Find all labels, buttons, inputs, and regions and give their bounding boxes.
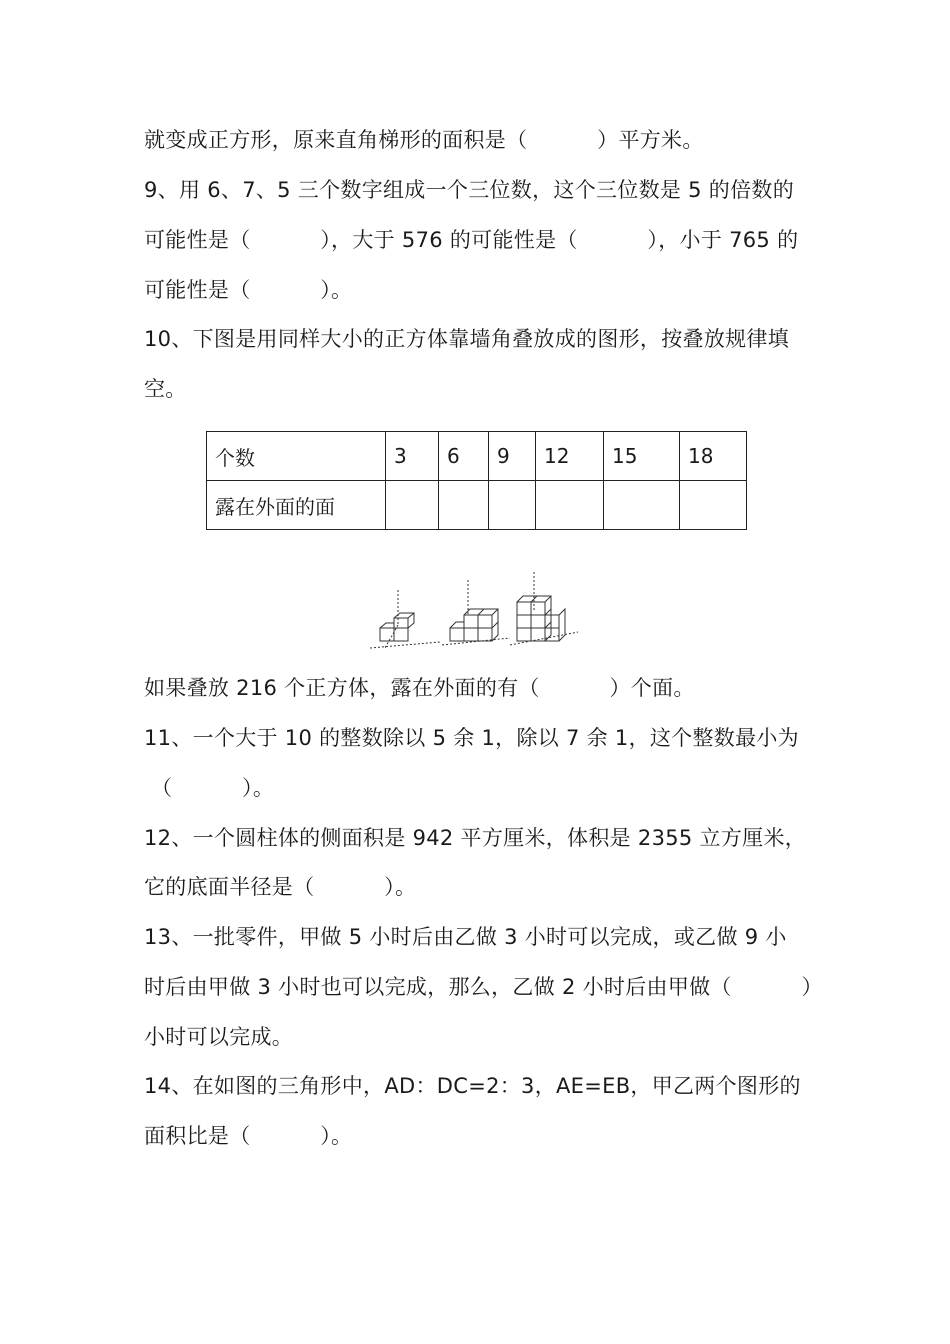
row-label-exposed-faces: 露在外面的面 xyxy=(207,481,386,530)
question-11-line-2: （ ）。 xyxy=(144,776,275,800)
question-9-line-2: 可能性是（ ），大于 576 的可能性是（ ），小于 765 的 xyxy=(144,228,799,252)
question-13-line-2: 时后由甲做 3 小时也可以完成，那么，乙做 2 小时后由甲做（ ） xyxy=(144,975,823,999)
question-10-line-3: 如果叠放 216 个正方体，露在外面的有（ ）个面。 xyxy=(144,676,695,700)
count-cell: 9 xyxy=(489,432,536,481)
count-cell: 15 xyxy=(604,432,680,481)
table-row xyxy=(207,481,747,530)
question-9-line-3: 可能性是（ ）。 xyxy=(144,278,353,302)
answer-cell[interactable] xyxy=(439,481,489,530)
answer-cell[interactable] xyxy=(536,481,604,530)
answer-cell[interactable] xyxy=(680,481,747,530)
count-cell: 12 xyxy=(536,432,604,481)
question-13-line-1: 13、一批零件，甲做 5 小时后由乙做 3 小时可以完成，或乙做 9 小 xyxy=(144,925,787,949)
answer-cell[interactable] xyxy=(386,481,439,530)
cube-stack-1 xyxy=(370,590,440,648)
question-12-line-2: 它的底面半径是（ ）。 xyxy=(144,875,417,899)
table-row xyxy=(207,432,747,481)
question-14-line-1: 14、在如图的三角形中，AD：DC=2：3，AE=EB，甲乙两个图形的 xyxy=(144,1074,801,1098)
row-label-count: 个数 xyxy=(207,432,386,481)
question-10-line-2: 空。 xyxy=(144,377,187,401)
answer-cell[interactable] xyxy=(604,481,680,530)
count-cell: 6 xyxy=(439,432,489,481)
question-9-line-1: 9、用 6、7、5 三个数字组成一个三位数，这个三位数是 5 的倍数的 xyxy=(144,178,795,202)
count-cell: 3 xyxy=(386,432,439,481)
cube-stack-2 xyxy=(442,580,510,645)
cube-count-table xyxy=(206,431,747,530)
answer-cell[interactable] xyxy=(489,481,536,530)
count-cell: 18 xyxy=(680,432,747,481)
question-12-line-1: 12、一个圆柱体的侧面积是 942 平方厘米，体积是 2355 立方厘米， xyxy=(144,826,807,850)
line-1: 就变成正方形，原来直角梯形的面积是（ ）平方米。 xyxy=(144,128,704,152)
question-11-line-1: 11、一个大于 10 的整数除以 5 余 1，除以 7 余 1，这个整数最小为 xyxy=(144,726,799,750)
question-13-line-3: 小时可以完成。 xyxy=(144,1025,294,1049)
cube-stack-3 xyxy=(510,572,578,645)
question-14-line-2: 面积比是（ ）。 xyxy=(144,1124,353,1148)
stacked-cubes-figure xyxy=(360,570,590,655)
question-10-line-1: 10、下图是用同样大小的正方体靠墙角叠放成的图形，按叠放规律填 xyxy=(144,327,790,351)
